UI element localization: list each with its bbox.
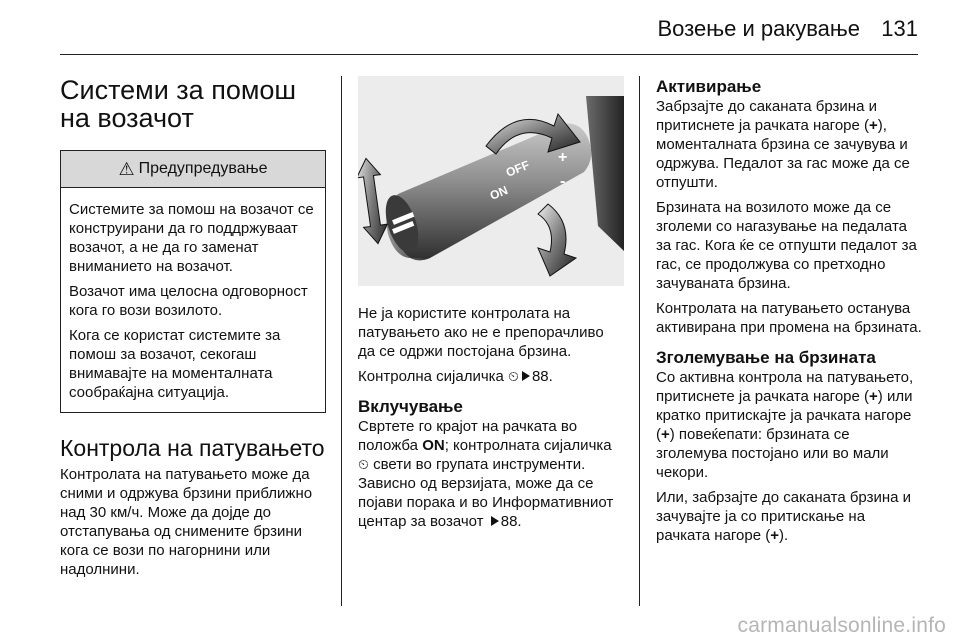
push-pull-arrow-icon	[358, 157, 390, 246]
increase-speed-heading: Зголемување на брзината	[656, 348, 876, 367]
steering-column-shape	[586, 96, 624, 251]
text-part: ), моменталната брзина се зачувува и одржува. Педалот за гас може да се отпушти.	[656, 117, 910, 191]
activation-text-part: Свртете го крајот на рачката во положба	[358, 418, 578, 454]
column-divider	[341, 76, 342, 606]
indicator-page-ref: 88.	[531, 368, 553, 385]
header-divider	[60, 54, 918, 55]
plus-symbol: +	[869, 388, 878, 405]
text-part: ) повеќепати: брзината се зголемува постојано или во мали чекори.	[656, 426, 889, 481]
warning-box	[60, 150, 326, 413]
watermark: carmanualsonline.info	[737, 614, 946, 637]
warning-header	[61, 151, 325, 188]
text-part: ) или кратко притискајте ја рачката нагоре (	[656, 388, 913, 443]
column-left	[60, 76, 326, 585]
plus-symbol: +	[869, 117, 878, 134]
increase-text-2	[656, 488, 922, 545]
warning-triangle-icon: ⚠	[118, 158, 135, 179]
plus-symbol: +	[770, 527, 780, 544]
page-header	[0, 0, 960, 62]
label-plus: +	[558, 149, 568, 166]
activation-page-ref: 88.	[500, 513, 522, 530]
usage-note: Не ја користите контролата на патувањето ако не е препорачливо да се одржи постојана брзина.	[358, 305, 604, 360]
rotate-down-arrow-icon	[538, 204, 576, 276]
activation-text-part: ; контролната сијаличка	[444, 437, 612, 454]
activating-text-3: Контролата на патувањето останува активирана при промена на брзината.	[656, 300, 922, 336]
label-on: ON	[487, 183, 510, 203]
page-reference-arrow-icon	[522, 371, 530, 381]
indicator-prefix: Контролна сијаличка	[358, 368, 504, 385]
column-divider	[639, 76, 640, 606]
activation-text-part: свети во групата инструменти. Зависно од верзијата, може да се појави порака и во Информативниот центар за возачот	[358, 456, 614, 530]
text-part: ).	[779, 527, 789, 544]
warning-title: Предупредување	[138, 160, 268, 177]
column-middle	[358, 76, 624, 537]
cruise-control-text: Контролата на патувањето може да сними и одржува брзини приближно над 30 км/ч. Може да дојде до отстапувања од снимените брзини кога се вози по нагорнини или надолнини.	[60, 466, 313, 578]
activation-text	[358, 417, 624, 531]
warning-body	[61, 188, 325, 412]
page-number: 131	[881, 16, 918, 41]
column-right	[656, 76, 922, 551]
page-reference-arrow-icon	[491, 516, 499, 526]
section-title: Системи за помош на возачот	[60, 75, 297, 133]
increase-text-1	[656, 368, 922, 482]
activating-heading: Активирање	[656, 77, 762, 96]
cruise-control-heading: Контрола на патувањето	[60, 435, 325, 461]
label-minus: -	[560, 173, 566, 190]
activating-text-2: Брзината на возилото може да се зголеми со нагазување на педалата за гас. Кога ќе се отпушти педалот за гас, се продолжува со претходно зачуваната брзина.	[656, 199, 917, 292]
cruise-control-indicator-icon: ⏲	[358, 456, 369, 472]
header-title: Возење и ракување	[657, 16, 860, 41]
cruise-control-lever-illustration	[358, 76, 624, 286]
text-part: Забрзајте до саканата брзина и притиснете ја рачката нагоре (	[656, 98, 877, 134]
warning-paragraph: Кога се користат системите за помош за возачот, секогаш внимавајте на моменталната сообраќајна ситуација.	[69, 327, 281, 401]
activation-heading: Вклучување	[358, 397, 463, 416]
text-part: Или, забрзајте до саканата брзина и зачувајте ја со притискање на рачката нагоре (	[656, 489, 912, 544]
activating-text-1	[656, 97, 922, 192]
label-off: OFF	[503, 157, 532, 180]
indicator-line	[358, 367, 624, 386]
cruise-control-indicator-icon: ⏲	[508, 368, 519, 384]
warning-paragraph: Возачот има целосна одговорност кога го вози возилото.	[69, 283, 308, 319]
text-part: Со активна контрола на патувањето, притиснете ја рачката нагоре (	[656, 369, 914, 405]
warning-paragraph: Системите за помош на возачот се конструирани да го поддржуваат возачот, а не да го заменат вниманието на возачот.	[69, 201, 314, 275]
activation-on-label: ON	[422, 437, 445, 454]
plus-symbol: +	[661, 426, 670, 443]
